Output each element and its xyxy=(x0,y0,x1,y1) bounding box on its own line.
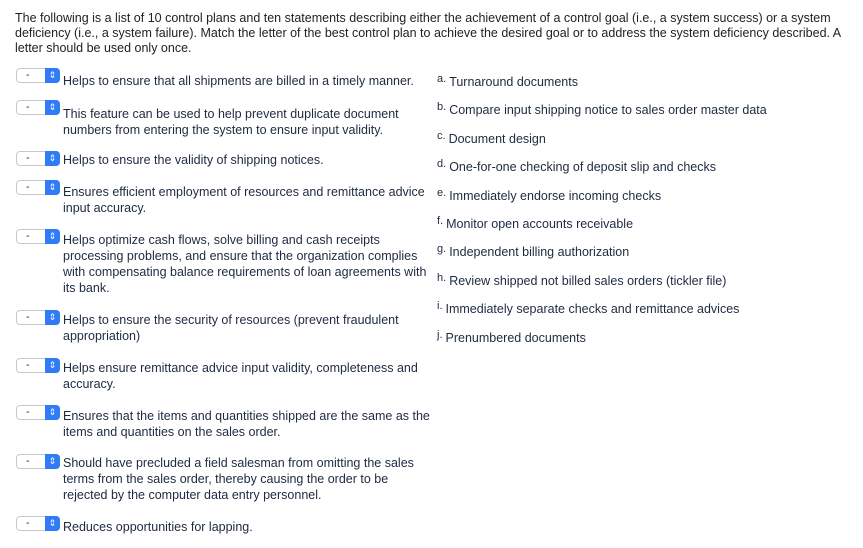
option-letter: b. xyxy=(437,101,447,114)
option-letter: c. xyxy=(437,129,446,142)
option-item xyxy=(437,241,629,260)
answer-select[interactable] xyxy=(16,405,60,420)
answer-select[interactable] xyxy=(16,358,60,373)
option-text: Independent billing authorization xyxy=(449,245,630,260)
answer-select[interactable] xyxy=(16,100,60,115)
option-letter: h. xyxy=(437,271,447,284)
option-text: Turnaround documents xyxy=(449,75,578,89)
chevron-up-down-icon: ⇕ xyxy=(45,454,60,469)
selected-value: - xyxy=(26,359,30,371)
option-letter: g. xyxy=(437,243,447,256)
selected-value: - xyxy=(26,181,30,193)
chevron-up-down-icon: ⇕ xyxy=(45,180,60,195)
statement-text: Helps ensure remittance advice input validity, completeness and accuracy. xyxy=(63,361,418,391)
statement-text: Helps to ensure the security of resources (prevent fraudulent appropriation) xyxy=(63,313,399,343)
option-letter: i. xyxy=(437,300,443,313)
statement-text: This feature can be used to help prevent duplicate document numbers from entering the system to ensure input validity. xyxy=(63,107,399,137)
answer-select[interactable] xyxy=(16,310,60,325)
selected-value: - xyxy=(26,152,30,164)
answer-select[interactable] xyxy=(16,229,60,244)
option-item xyxy=(437,128,546,147)
answer-select[interactable] xyxy=(16,454,60,469)
statement-text: Helps to ensure the validity of shipping notices. xyxy=(63,153,324,167)
option-letter: j. xyxy=(437,328,443,341)
selected-value: - xyxy=(26,69,30,81)
option-letter: d. xyxy=(437,158,447,171)
option-item xyxy=(437,99,767,118)
statement-text: Ensures that the items and quantities shipped are the same as the items and quantities on the sales order. xyxy=(63,409,430,439)
option-item xyxy=(437,213,633,232)
answer-select[interactable] xyxy=(16,180,60,195)
selected-value: - xyxy=(26,517,30,529)
chevron-up-down-icon: ⇕ xyxy=(45,229,60,244)
option-item xyxy=(437,298,739,317)
statement-text: Ensures efficient employment of resources and remittance advice input accuracy. xyxy=(63,185,425,215)
option-text: Review shipped not billed sales orders (tickler file) xyxy=(449,273,727,288)
option-text: Monitor open accounts receivable xyxy=(446,217,634,231)
chevron-up-down-icon: ⇕ xyxy=(45,100,60,115)
option-text: Document design xyxy=(448,131,546,146)
statement-text: Helps optimize cash flows, solve billing and cash receipts processing problems, and ensure that the organization complies with compensating balance requirements of loan agreements with its bank. xyxy=(63,233,427,295)
selected-value: - xyxy=(26,455,30,467)
chevron-up-down-icon: ⇕ xyxy=(45,405,60,420)
answer-select[interactable] xyxy=(16,516,60,531)
option-item xyxy=(437,156,716,175)
chevron-up-down-icon: ⇕ xyxy=(45,310,60,325)
selected-value: - xyxy=(26,311,30,323)
statement-text: Reduces opportunities for lapping. xyxy=(63,520,253,534)
option-text: Immediately separate checks and remittance advices xyxy=(445,302,740,317)
option-text: Prenumbered documents xyxy=(445,330,586,345)
statement-text: Should have precluded a field salesman from omitting the sales terms from the sales order, thereby causing the order to be rejected by the computer data entry personnel. xyxy=(63,456,414,502)
chevron-up-down-icon: ⇕ xyxy=(45,516,60,531)
option-letter: e. xyxy=(437,186,447,199)
option-text: One-for-one checking of deposit slip and checks xyxy=(449,160,717,175)
answer-select[interactable] xyxy=(16,151,60,166)
instructions: The following is a list of 10 control plans and ten statements describing either the achievement of a control goal (i.e., a system success) or a system deficiency (i.e., a system failure). Match the letter of the best control plan to achieve the desired goal or to address the system deficiency described. A letter should be used only once. xyxy=(15,11,841,55)
statement-text: Helps to ensure that all shipments are billed in a timely manner. xyxy=(63,74,414,88)
answer-select[interactable] xyxy=(16,68,60,83)
option-item xyxy=(437,327,586,346)
chevron-up-down-icon: ⇕ xyxy=(45,68,60,83)
option-item xyxy=(437,270,726,289)
chevron-up-down-icon: ⇕ xyxy=(45,358,60,373)
option-item xyxy=(437,185,661,204)
option-text: Compare input shipping notice to sales order master data xyxy=(449,103,767,118)
selected-value: - xyxy=(26,406,30,418)
selected-value: - xyxy=(26,230,30,242)
selected-value: - xyxy=(26,101,30,113)
chevron-up-down-icon: ⇕ xyxy=(45,151,60,166)
option-text: Immediately endorse incoming checks xyxy=(449,188,662,203)
option-letter: a. xyxy=(437,73,447,85)
option-item xyxy=(437,71,578,90)
option-letter: f. xyxy=(437,215,444,227)
